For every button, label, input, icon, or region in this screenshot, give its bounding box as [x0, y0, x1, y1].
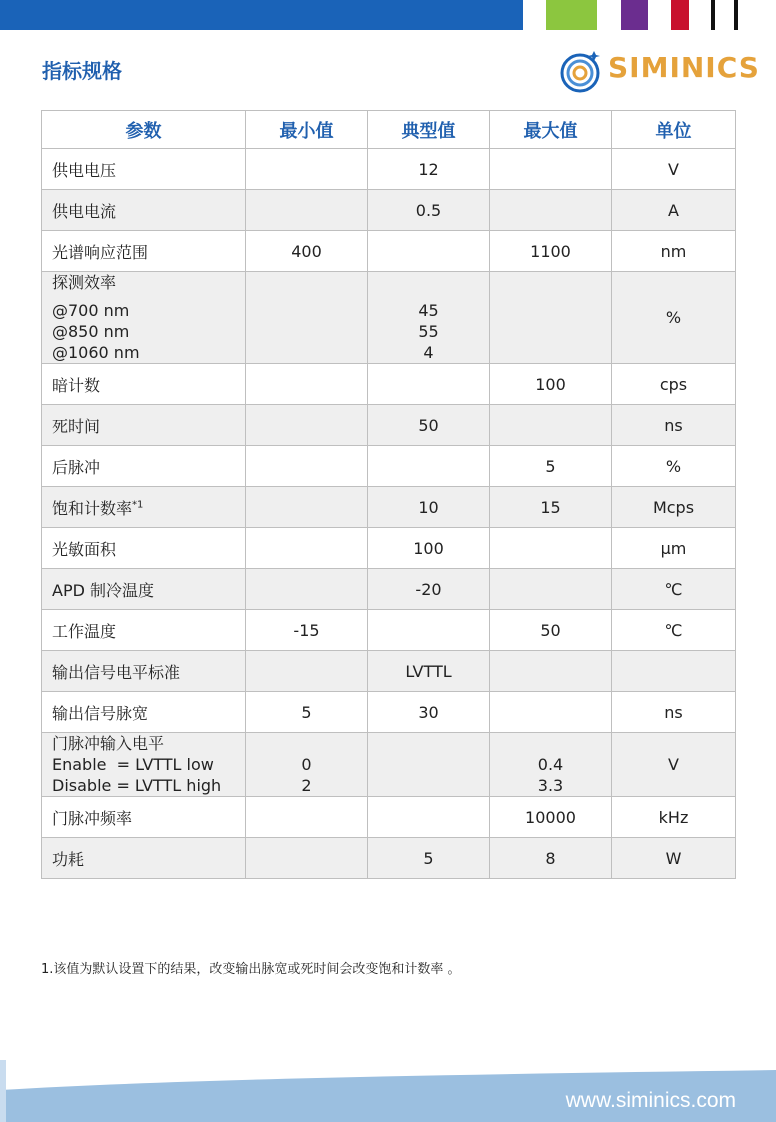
- param-cell: 输出信号脉宽: [42, 692, 246, 733]
- min-cell: [246, 797, 368, 838]
- typ-cell: 5: [368, 838, 490, 879]
- max-cell: [490, 528, 612, 569]
- typ-value: 55: [418, 322, 439, 341]
- table-row: [42, 405, 736, 446]
- footnote-marker: *1: [132, 499, 144, 511]
- min-cell: [246, 446, 368, 487]
- max-cell: 8: [490, 838, 612, 879]
- param-label: 探测效率: [52, 273, 117, 292]
- typ-value: 45: [418, 301, 439, 320]
- header-min: 最小值: [246, 111, 368, 149]
- typ-value: 4: [423, 343, 434, 362]
- unit-cell: W: [612, 838, 736, 879]
- min-cell: 400: [246, 231, 368, 272]
- param-sub: Disable = LVTTL high: [52, 776, 222, 795]
- table-row: [42, 797, 736, 838]
- typ-cell: [368, 733, 490, 797]
- max-cell: 15: [490, 487, 612, 528]
- unit-cell: μm: [612, 528, 736, 569]
- param-cell: APD 制冷温度: [42, 569, 246, 610]
- unit-cell: ns: [612, 405, 736, 446]
- param-cell: 功耗: [42, 838, 246, 879]
- param-label: 饱和计数率: [52, 498, 133, 518]
- typ-cell: [368, 231, 490, 272]
- unit-cell: %: [612, 446, 736, 487]
- min-cell: [246, 528, 368, 569]
- table-row: [42, 446, 736, 487]
- typ-cell: [368, 446, 490, 487]
- top-color-bar: [0, 0, 523, 30]
- unit-cell: A: [612, 190, 736, 231]
- table-row: [42, 272, 736, 364]
- typ-cell: 30: [368, 692, 490, 733]
- param-cell: 死时间: [42, 405, 246, 446]
- param-label: 门脉冲输入电平: [52, 734, 165, 753]
- max-cell: 10000: [490, 797, 612, 838]
- table-row: [42, 231, 736, 272]
- max-cell: 100: [490, 364, 612, 405]
- red-swatch: [671, 0, 689, 30]
- table-row: [42, 487, 736, 528]
- max-cell: [490, 651, 612, 692]
- unit-cell: ℃: [612, 569, 736, 610]
- typ-cell: -20: [368, 569, 490, 610]
- min-cell: [246, 569, 368, 610]
- unit-cell: %: [612, 272, 736, 364]
- table-row: [42, 651, 736, 692]
- min-cell: [246, 405, 368, 446]
- max-cell: [490, 569, 612, 610]
- table-row: [42, 733, 736, 797]
- logo-wordmark: SIMINICS: [608, 51, 760, 84]
- max-cell: 5: [490, 446, 612, 487]
- header-typ: 典型值: [368, 111, 490, 149]
- max-cell: [490, 733, 612, 797]
- param-cell: [42, 487, 246, 528]
- min-cell: 5: [246, 692, 368, 733]
- max-cell: [490, 149, 612, 190]
- param-sub: @850 nm: [52, 322, 130, 341]
- min-cell: [246, 651, 368, 692]
- header-param: 参数: [42, 111, 246, 149]
- typ-cell: 12: [368, 149, 490, 190]
- black-swatch: [734, 0, 738, 30]
- min-cell: [246, 364, 368, 405]
- typ-cell: [368, 364, 490, 405]
- typ-cell: LVTTL: [368, 651, 490, 692]
- table-header-row: [42, 111, 736, 149]
- min-cell: [246, 190, 368, 231]
- table-row: [42, 838, 736, 879]
- unit-cell: nm: [612, 231, 736, 272]
- logo-swirl-icon: [558, 45, 608, 95]
- min-value: 0: [301, 755, 312, 774]
- typ-cell: 100: [368, 528, 490, 569]
- header-max: 最大值: [490, 111, 612, 149]
- table-row: [42, 610, 736, 651]
- typ-cell: 0.5: [368, 190, 490, 231]
- max-value: 0.4: [537, 755, 564, 774]
- param-cell: [42, 733, 246, 797]
- param-cell: 光敏面积: [42, 528, 246, 569]
- green-swatch: [546, 0, 597, 30]
- unit-cell: Mcps: [612, 487, 736, 528]
- min-cell: [246, 272, 368, 364]
- param-cell: 后脉冲: [42, 446, 246, 487]
- siminics-logo: [558, 45, 760, 95]
- min-cell: [246, 149, 368, 190]
- website-link[interactable]: www.siminics.com: [565, 1089, 736, 1112]
- max-cell: [490, 190, 612, 231]
- black-swatch: [711, 0, 715, 30]
- table-row: [42, 692, 736, 733]
- unit-cell: cps: [612, 364, 736, 405]
- param-sub: Enable = LVTTL low: [52, 755, 214, 774]
- param-cell: 光谱响应范围: [42, 231, 246, 272]
- param-cell: [42, 272, 246, 364]
- param-sub: @700 nm: [52, 301, 130, 320]
- param-cell: 输出信号电平标准: [42, 651, 246, 692]
- typ-cell: 10: [368, 487, 490, 528]
- param-cell: 门脉冲频率: [42, 797, 246, 838]
- unit-cell: ns: [612, 692, 736, 733]
- max-cell: [490, 272, 612, 364]
- purple-swatch: [621, 0, 648, 30]
- unit-cell: V: [612, 733, 736, 797]
- param-cell: 工作温度: [42, 610, 246, 651]
- table-row: [42, 528, 736, 569]
- unit-cell: V: [612, 149, 736, 190]
- min-cell: [246, 838, 368, 879]
- typ-cell: [368, 797, 490, 838]
- table-row: [42, 364, 736, 405]
- unit-cell: kHz: [612, 797, 736, 838]
- unit-cell: [612, 651, 736, 692]
- min-cell: -15: [246, 610, 368, 651]
- min-cell: [246, 487, 368, 528]
- max-cell: [490, 692, 612, 733]
- typ-cell: 50: [368, 405, 490, 446]
- max-cell: [490, 405, 612, 446]
- table-row: [42, 190, 736, 231]
- table-row: [42, 569, 736, 610]
- typ-cell: [368, 610, 490, 651]
- param-cell: 供电电流: [42, 190, 246, 231]
- footnote: 1.该值为默认设置下的结果，改变输出脉宽或死时间会改变饱和计数率 。: [41, 962, 461, 977]
- max-cell: 1100: [490, 231, 612, 272]
- spec-table: [41, 110, 736, 879]
- header-unit: 单位: [612, 111, 736, 149]
- max-value: 3.3: [537, 776, 564, 795]
- typ-cell: [368, 272, 490, 364]
- min-cell: [246, 733, 368, 797]
- param-cell: 暗计数: [42, 364, 246, 405]
- param-cell: 供电电压: [42, 149, 246, 190]
- page-title: 指标规格: [42, 59, 122, 83]
- max-cell: 50: [490, 610, 612, 651]
- min-value: 2: [301, 776, 312, 795]
- param-sub: @1060 nm: [52, 343, 140, 362]
- table-row: [42, 149, 736, 190]
- unit-cell: ℃: [612, 610, 736, 651]
